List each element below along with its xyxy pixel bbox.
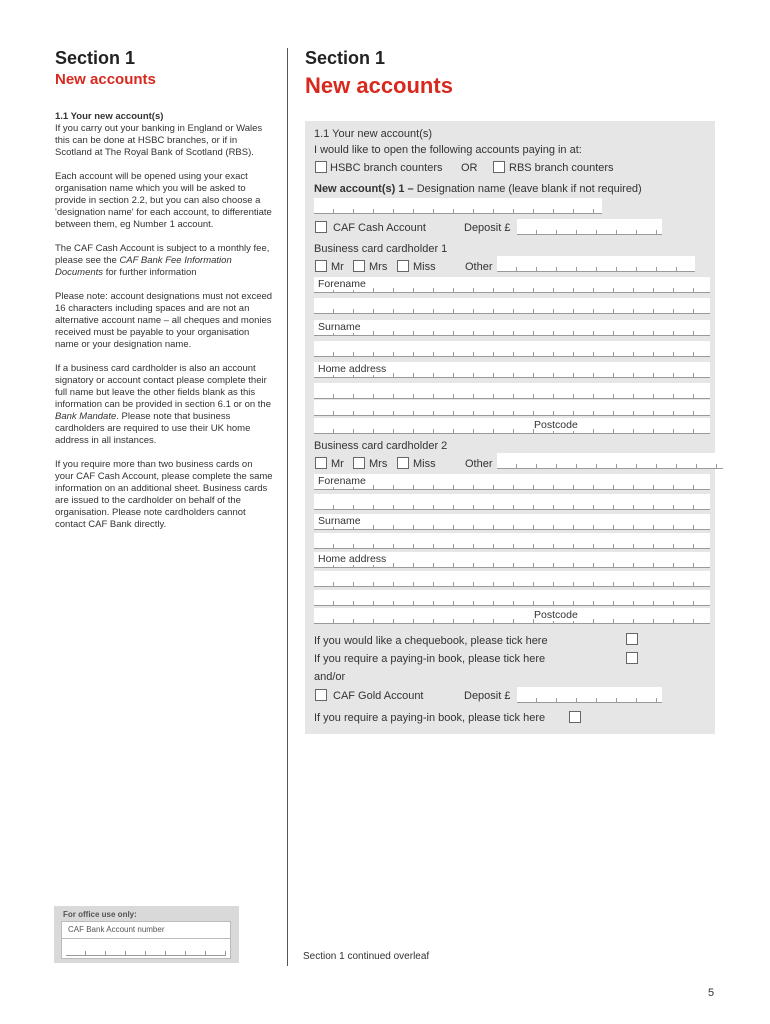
office-use-box [54,906,239,963]
cardholder1-mr-label: Mr [331,261,344,273]
cardholder1-surname-label: Surname [318,321,361,333]
cardholder2-address-label: Home address [318,553,387,565]
gold-account-label: CAF Gold Account [333,690,424,702]
form-heading: 1.1 Your new account(s) [314,128,433,140]
cash-deposit-label: Deposit £ [464,222,511,234]
cardholder2-address-field-3[interactable] [314,590,710,606]
cardholder2-forename-field-2[interactable] [314,494,710,510]
cardholder1-heading: Business card cardholder 1 [314,243,448,255]
gold-deposit-field[interactable] [517,687,662,703]
office-account-number-label: CAF Bank Account number [68,925,165,934]
cash-deposit-field[interactable] [517,219,662,235]
cardholder1-mrs-label: Mrs [369,261,388,273]
cardholder1-forename-label: Forename [318,278,366,290]
cardholder1-miss-label: Miss [413,261,436,273]
cardholder1-address-label: Home address [318,363,387,375]
cardholder2-heading: Business card cardholder 2 [314,440,448,452]
cardholder1-forename-field-2[interactable] [314,298,710,314]
cardholder2-surname-field-2[interactable] [314,533,710,549]
note-bank-mandate: Bank Mandate [55,411,117,422]
left-subtitle: New accounts [55,71,156,88]
gold-deposit-label: Deposit £ [464,690,511,702]
note-banking: If you carry out your banking in England or Wales this can be done at HSBC branches, or if in Scotland at The Royal Bank of Scotland (RBS). [55,123,263,158]
note-cardholder [55,363,273,447]
note-more-cards: If you require more than two business cards on your CAF Cash Account, please complete the same information on an additional sheet. Business cards are issued to the cardholder on behalf of the organisation. Please note cardholders cannot contact CAF Bank directly. [55,459,273,530]
cardholder2-miss-checkbox[interactable] [397,457,409,469]
cardholder1-surname-field-2[interactable] [314,341,710,357]
cardholder1-postcode-label: Postcode [534,419,578,431]
paying-in-gold-checkbox[interactable] [569,711,581,723]
cardholder1-miss-checkbox[interactable] [397,260,409,272]
chequebook-label: If you would like a chequebook, please tick here [314,635,548,647]
paying-in-gold-label: If you require a paying-in book, please tick here [314,712,546,724]
note-designation: Each account will be opened using your exact organisation name which you will be asked to provide in section 2.2, but you can also choose a 'designation name' for each account, to differentiate between them, eg Number 1 account. [55,171,272,230]
page-number: 5 [708,987,715,999]
paying-in-label: If you require a paying-in book, please tick here [314,653,546,665]
new-account-label [314,183,642,195]
cash-account-checkbox[interactable] [315,221,327,233]
cardholder2-postcode-label: Postcode [534,609,578,621]
cardholder2-mr-checkbox[interactable] [315,457,327,469]
rbs-label: RBS branch counters [509,162,614,174]
cardholder2-mrs-label: Mrs [369,458,388,470]
hsbc-label: HSBC branch counters [330,162,443,174]
cardholder1-postcode-field[interactable] [314,418,710,434]
left-section-title: Section 1 [55,48,136,68]
chequebook-checkbox[interactable] [626,633,638,645]
cardholder1-mr-checkbox[interactable] [315,260,327,272]
note-fee-a: The CAF Cash Account is subject to a monthly fee, please see the [55,243,270,266]
or-label: OR [461,162,478,174]
paying-in-checkbox[interactable] [626,652,638,664]
designation-name-field[interactable] [314,198,602,214]
cash-account-label: CAF Cash Account [333,222,426,234]
cardholder2-miss-label: Miss [413,458,436,470]
cardholder2-surname-field[interactable] [314,514,710,530]
left-heading: 1.1 Your new account(s) [55,111,164,122]
cardholder2-forename-label: Forename [318,475,366,487]
note-cardholder-a: If a business card cardholder is also an account signatory or account contact please complete their full name but leave the other fields blank as this information can be provided in section 6.1 or on the [55,363,271,410]
cardholder2-mr-label: Mr [331,458,344,470]
cardholder2-postcode-field[interactable] [314,608,710,624]
cardholder1-other-field[interactable] [497,256,695,272]
cardholder1-address-field[interactable] [314,362,710,378]
note-cardholder-b: . Please note that business cardholders are required to use their UK home address in all instances. [55,411,251,446]
office-account-number-divider [62,938,230,939]
form-intro: I would like to open the following accounts paying in at: [314,144,582,156]
right-section-title: Section 1 [305,48,386,68]
note-fee-b: for further information [103,267,197,278]
office-account-number-panel [61,921,231,959]
gold-account-checkbox[interactable] [315,689,327,701]
cardholder2-mrs-checkbox[interactable] [353,457,365,469]
cardholder2-address-field[interactable] [314,552,710,568]
cardholder2-address-field-2[interactable] [314,571,710,587]
note-designation-limit: Please note: account designations must not exceed 16 characters including spaces and are not an alternative account name – all cheques and monies received must be payable to your organisation name or your designation name. [55,291,273,350]
cardholder1-mrs-checkbox[interactable] [353,260,365,272]
continued-overleaf: Section 1 continued overleaf [303,951,430,962]
cardholder1-surname-field[interactable] [314,320,710,336]
cardholder1-address-field-2[interactable] [314,383,710,399]
note-fee [55,243,273,279]
cardholder1-address-field-3[interactable] [314,400,710,416]
new-account-rest: Designation name (leave blank if not required) [413,183,642,195]
cardholder2-other-label: Other [465,458,493,470]
new-account-bold: New account(s) 1 – [314,183,414,195]
cardholder2-forename-field[interactable] [314,474,710,490]
right-subtitle: New accounts [305,73,453,98]
hsbc-checkbox[interactable] [315,161,327,173]
cardholder1-other-label: Other [465,261,493,273]
and-or-label: and/or [314,671,346,683]
rbs-checkbox[interactable] [493,161,505,173]
left-notes [55,111,273,543]
column-divider [287,48,288,966]
office-account-number-field[interactable] [66,944,226,956]
cardholder2-surname-label: Surname [318,515,361,527]
office-use-title: For office use only: [63,910,137,919]
cardholder2-other-field[interactable] [497,453,723,469]
note-fee-doc: CAF Bank Fee Information Documents [55,255,232,278]
cardholder1-forename-field[interactable] [314,277,710,293]
